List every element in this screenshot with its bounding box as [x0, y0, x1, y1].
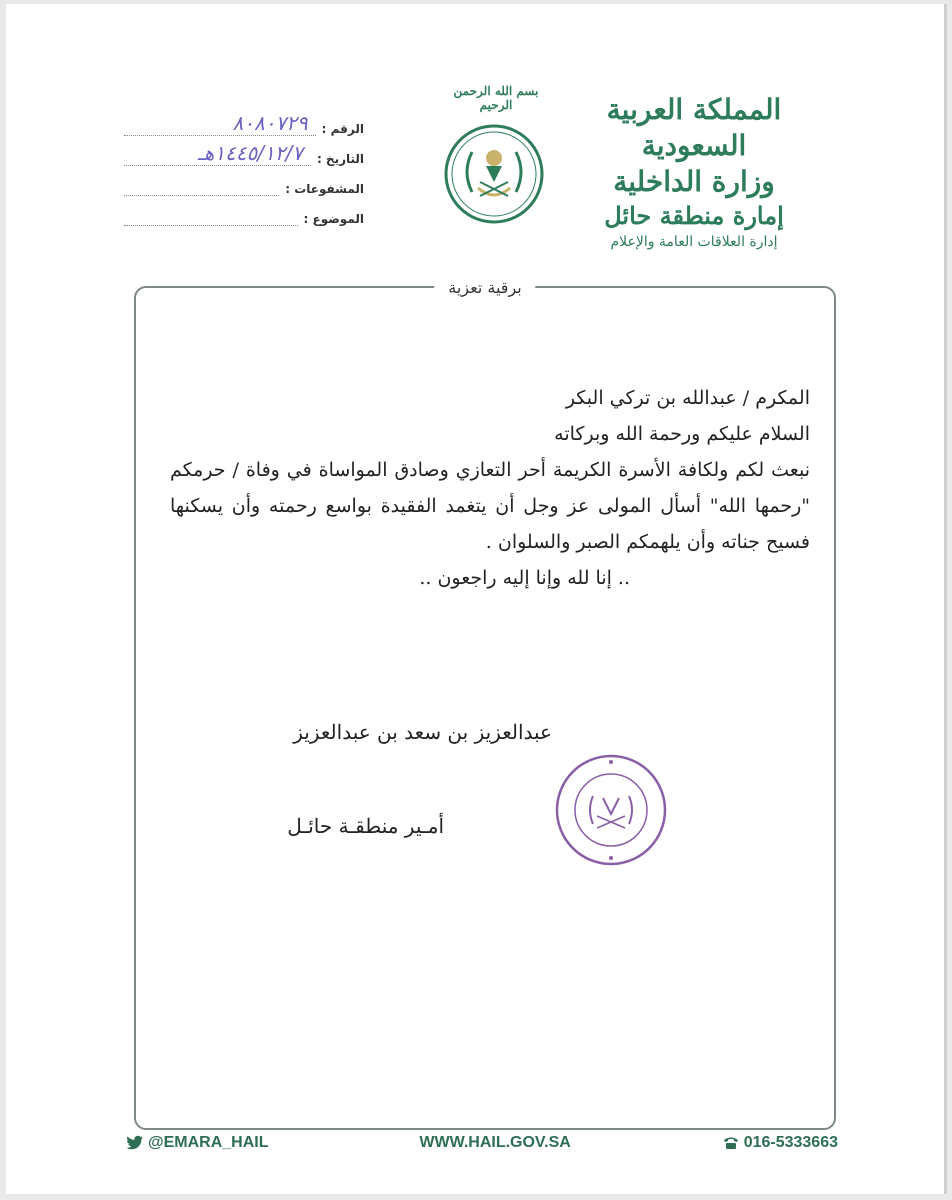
basmala: بسم الله الرحمن الرحيم — [453, 84, 539, 112]
letter-body — [170, 380, 810, 596]
greeting: السلام عليكم ورحمة الله وبركاته — [554, 423, 810, 445]
phone-icon — [722, 1136, 740, 1150]
twitter-icon — [126, 1135, 144, 1151]
subject-label: الموضوع : — [303, 212, 364, 226]
date-label: التاريخ : — [316, 152, 364, 166]
subject-row — [124, 196, 364, 226]
website-text: WWW.HAIL.GOV.SA — [419, 1134, 571, 1151]
letter-meta — [124, 106, 364, 226]
attachments-label: المشفوعات : — [285, 182, 364, 196]
ministry-name: وزارة الداخلية — [613, 165, 775, 198]
letter-frame — [134, 278, 836, 1130]
number-field — [124, 111, 316, 136]
department-name: إدارة العلاقات العامة والإعلام — [610, 234, 778, 250]
phone-number[interactable] — [722, 1134, 838, 1152]
website-link[interactable] — [419, 1134, 570, 1152]
condolence-paragraph: نبعث لكم ولكافة الأسرة الكريمة أحر التعازي وصادق المواساة في وفاة / حرمكم "رحمها الله" أسأل المولى عز وجل أن يتغمد الفقيدة بواسع رحمته وأن يسكنها فسيح جناته وأن يلهمكم الصبر والسلوان . — [170, 459, 810, 553]
letter-title: برقية تعزية — [434, 278, 535, 297]
number-label: الرقم : — [321, 122, 364, 136]
date-value: ١٤٤٥/١٢/٧هـ — [197, 141, 303, 165]
phone-text: 016-5333663 — [743, 1134, 838, 1151]
number-value: ٨٠٨٠٧٢٩ — [232, 111, 308, 135]
emirate-name: إمارة منطقة حائل — [604, 201, 784, 230]
footer — [126, 1130, 838, 1156]
saudi-emblem-icon — [442, 122, 546, 226]
closing-line: .. إنا لله وإنا إليه راجعون .. — [419, 567, 630, 589]
kingdom-name: المملكة العربية السعودية — [606, 93, 782, 162]
twitter-handle[interactable] — [126, 1134, 269, 1152]
signatory-title: أمـير منطقـة حائـل — [287, 814, 444, 838]
ministry-header — [564, 92, 824, 252]
attachments-field — [124, 175, 279, 196]
salutation: المكرم / عبدالله بن تركي البكر — [565, 387, 810, 409]
official-stamp-icon — [553, 752, 669, 868]
date-row — [124, 136, 364, 166]
attachments-row — [124, 166, 364, 196]
subject-field — [124, 205, 298, 226]
number-row — [124, 106, 364, 136]
twitter-handle-text: @EMARA_HAIL — [148, 1134, 269, 1151]
date-field — [124, 141, 311, 166]
letter-page — [6, 4, 947, 1194]
signatory-name: عبدالعزيز بن سعد بن عبدالعزيز — [293, 720, 552, 744]
